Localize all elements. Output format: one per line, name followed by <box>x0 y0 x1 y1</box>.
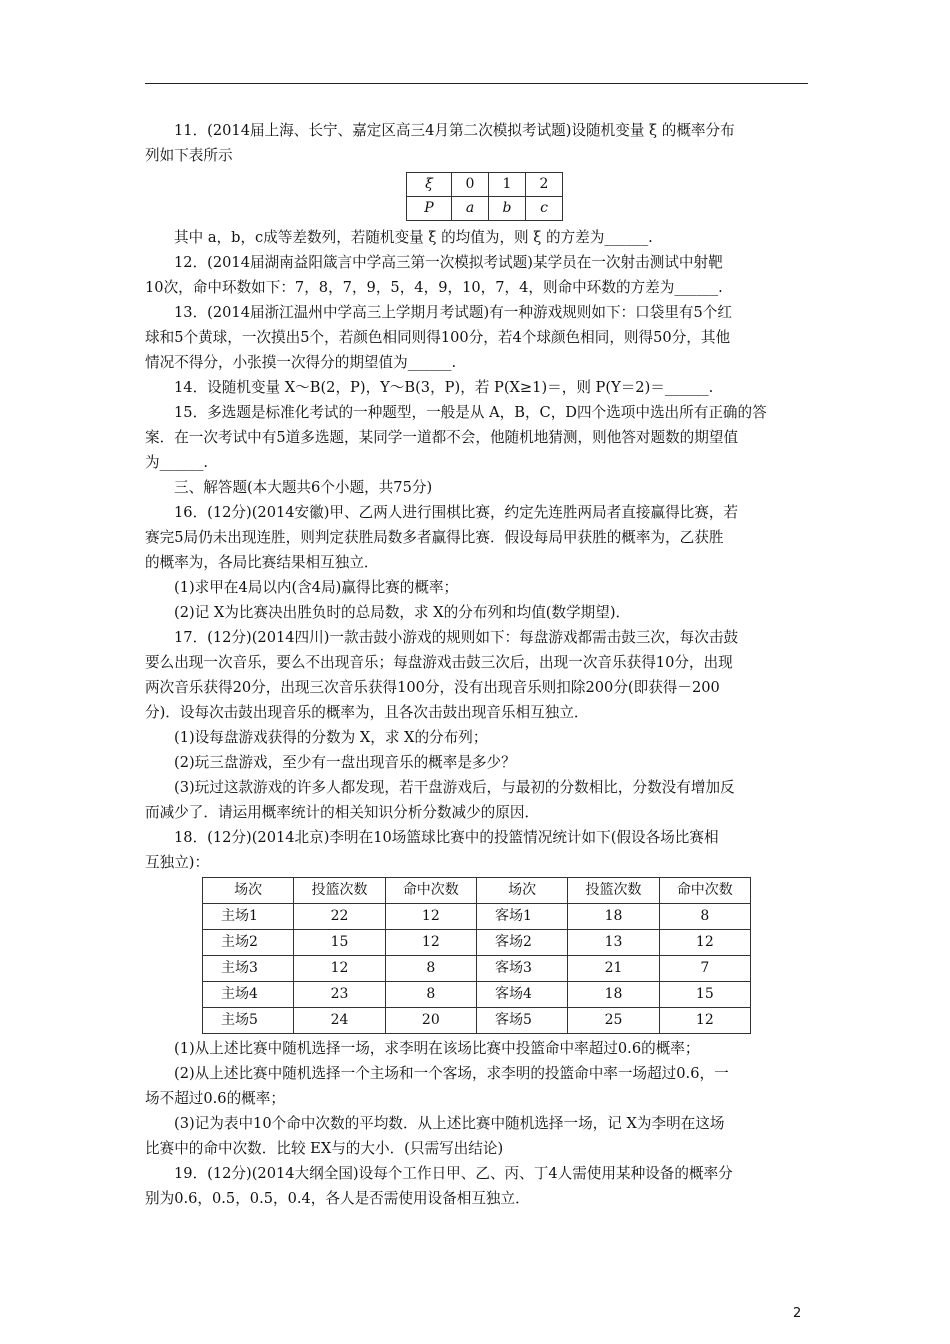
q16-sub2: (2)记 X为比赛决出胜负时的总局数，求 X的分布列和均值(数学期望)． <box>174 604 631 621</box>
table-row <box>203 956 751 982</box>
table-cell: 18 <box>568 904 659 930</box>
table-row <box>407 197 563 221</box>
table-header-cell: 投篮次数 <box>568 878 659 904</box>
table-cell: 0 <box>452 173 489 197</box>
q15-line1: 15．多选题是标准化考试的一种题型，一般是从 A，B，C，D四个选项中选出所有正确的答 <box>174 404 767 421</box>
q13-line3: 情况不得分，小张摸一次得分的期望值为______. <box>145 354 457 371</box>
q15-line2: 案．在一次考试中有5道多选题，某同学一道都不会，他随机地猜测，则他答对题数的期望值 <box>145 429 739 446</box>
q17-line1: 17．(12分)(2014四川)一款击鼓小游戏的规则如下：每盘游戏都需击鼓三次，每次击鼓 <box>174 629 739 646</box>
table-cell: 24 <box>294 1008 385 1034</box>
table-cell: 客场2 <box>476 930 567 956</box>
table-row <box>407 173 563 197</box>
table-cell: 23 <box>294 982 385 1008</box>
q14-line1: 14．设随机变量 X～B(2，P)，Y～B(3，P)，若 P(X≥1)＝，则 P(Y＝2)＝______. <box>174 379 714 396</box>
q16-line1: 16．(12分)(2014安徽)甲、乙两人进行围棋比赛，约定先连胜两局者直接赢得比赛，若 <box>174 504 739 521</box>
q15-line3: 为______. <box>145 454 209 471</box>
q13-line2: 球和5个黄球，一次摸出5个，若颜色相同则得100分，若4个球颜色相同，则得50分，其他 <box>145 329 731 346</box>
q17-line3: 两次音乐获得20分，出现三次音乐获得100分，没有出现音乐则扣除200分(即获得－200 <box>145 679 720 696</box>
table-row <box>203 904 751 930</box>
table-cell: 主场2 <box>203 930 294 956</box>
table-header-cell: 投篮次数 <box>294 878 385 904</box>
table-cell: 客场3 <box>476 956 567 982</box>
table-cell: 主场4 <box>203 982 294 1008</box>
q17-sub2: (2)玩三盘游戏，至少有一盘出现音乐的概率是多少？ <box>174 754 516 771</box>
table-cell: c <box>526 197 563 221</box>
table-header-cell: 命中次数 <box>659 878 750 904</box>
table-cell: 13 <box>568 930 659 956</box>
table-cell: 12 <box>294 956 385 982</box>
q18-sub2b: 场不超过0.6的概率； <box>145 1090 285 1107</box>
table-cell: 12 <box>659 930 750 956</box>
q18-stats-table <box>202 877 751 1034</box>
q18-sub3b: 比赛中的命中次数．比较 EX与的大小．(只需写出结论) <box>145 1140 504 1157</box>
q19-line2: 别为0.6，0.5，0.5，0.4，各人是否需使用设备相互独立． <box>145 1190 530 1207</box>
table-row <box>203 1008 751 1034</box>
table-cell: 20 <box>385 1008 476 1034</box>
q12-line2: 10次，命中环数如下：7，8，7，9，5，4，9，10，7，4，则命中环数的方差为______. <box>145 279 723 296</box>
table-header-row <box>203 878 751 904</box>
table-cell: 8 <box>385 956 476 982</box>
table-header-cell: 场次 <box>476 878 567 904</box>
table-cell: 21 <box>568 956 659 982</box>
q13-line1: 13．(2014届浙江温州中学高三上学期月考试题)有一种游戏规则如下：口袋里有5个红 <box>174 304 732 321</box>
table-cell: 12 <box>385 904 476 930</box>
page-number: 2 <box>793 1306 802 1321</box>
q16-sub1: (1)求甲在4局以内(含4局)赢得比赛的概率； <box>174 579 459 596</box>
q18-line1: 18．(12分)(2014北京)李明在10场篮球比赛中的投篮情况统计如下(假设各场比赛相 <box>174 829 719 846</box>
table-cell: 1 <box>489 173 526 197</box>
table-cell: 12 <box>659 1008 750 1034</box>
table-cell: 15 <box>659 982 750 1008</box>
table-cell: 主场5 <box>203 1008 294 1034</box>
table-cell: 2 <box>526 173 563 197</box>
table-cell: 主场1 <box>203 904 294 930</box>
table-cell: b <box>489 197 526 221</box>
q11-line1: 11．(2014届上海、长宁、嘉定区高三4月第二次模拟考试题)设随机变量 ξ 的概率分布 <box>174 122 735 139</box>
q11-distribution-table <box>406 172 563 221</box>
header-rule <box>145 83 808 84</box>
q12-line1: 12．(2014届湖南益阳箴言中学高三第一次模拟考试题)某学员在一次射击测试中射靶 <box>174 254 723 271</box>
q18-line2: 互独立)： <box>145 854 210 871</box>
table-cell: 客场4 <box>476 982 567 1008</box>
table-header-cell: 命中次数 <box>385 878 476 904</box>
q17-line2: 要么出现一次音乐，要么不出现音乐；每盘游戏击鼓三次后，出现一次音乐获得10分，出现 <box>145 654 733 671</box>
table-cell: 主场3 <box>203 956 294 982</box>
q18-sub1: (1)从上述比赛中随机选择一场，求李明在该场比赛中投篮命中率超过0.6的概率； <box>174 1040 700 1057</box>
q11-after-text: 其中 a，b，c成等差数列，若随机变量 ξ 的均值为，则 ξ 的方差为______. <box>174 229 653 246</box>
q16-line2: 赛完5局仍未出现连胜，则判定获胜局数多者赢得比赛．假设每局甲获胜的概率为，乙获胜 <box>145 529 724 546</box>
table-cell: 15 <box>294 930 385 956</box>
table-row <box>203 930 751 956</box>
table-cell: ξ <box>407 173 452 197</box>
q17-sub3b: 而减少了．请运用概率统计的相关知识分析分数减少的原因． <box>145 804 540 821</box>
table-row <box>203 982 751 1008</box>
table-cell: 25 <box>568 1008 659 1034</box>
section-heading: 三、解答题(本大题共6个小题，共75分) <box>174 479 433 496</box>
table-cell: 18 <box>568 982 659 1008</box>
q17-sub3a: (3)玩过这款游戏的许多人都发现，若干盘游戏后，与最初的分数相比，分数没有增加反 <box>174 779 735 796</box>
q16-line3: 的概率为，各局比赛结果相互独立． <box>145 554 379 571</box>
table-cell: P <box>407 197 452 221</box>
table-cell: 客场5 <box>476 1008 567 1034</box>
q17-sub1: (1)设每盘游戏获得的分数为 X，求 X的分布列； <box>174 729 488 746</box>
q17-line4: 分)．设每次击鼓出现音乐的概率为，且各次击鼓出现音乐相互独立． <box>145 704 589 721</box>
table-header-cell: 场次 <box>203 878 294 904</box>
table-cell: 客场1 <box>476 904 567 930</box>
table-cell: 8 <box>659 904 750 930</box>
table-cell: 22 <box>294 904 385 930</box>
table-cell: 12 <box>385 930 476 956</box>
table-cell: 7 <box>659 956 750 982</box>
q19-line1: 19．(12分)(2014大纲全国)设每个工作日甲、乙、丙、丁4人需使用某种设备的概率分 <box>174 1165 733 1182</box>
page-content <box>145 118 808 1211</box>
q18-sub3a: (3)记为表中10个命中次数的平均数．从上述比赛中随机选择一场，记 X为李明在这场 <box>174 1115 725 1132</box>
q11-line2: 列如下表所示 <box>145 147 233 164</box>
q18-sub2a: (2)从上述比赛中随机选择一个主场和一个客场，求李明的投篮命中率一场超过0.6，一 <box>174 1065 729 1082</box>
table-cell: 8 <box>385 982 476 1008</box>
table-cell: a <box>452 197 489 221</box>
